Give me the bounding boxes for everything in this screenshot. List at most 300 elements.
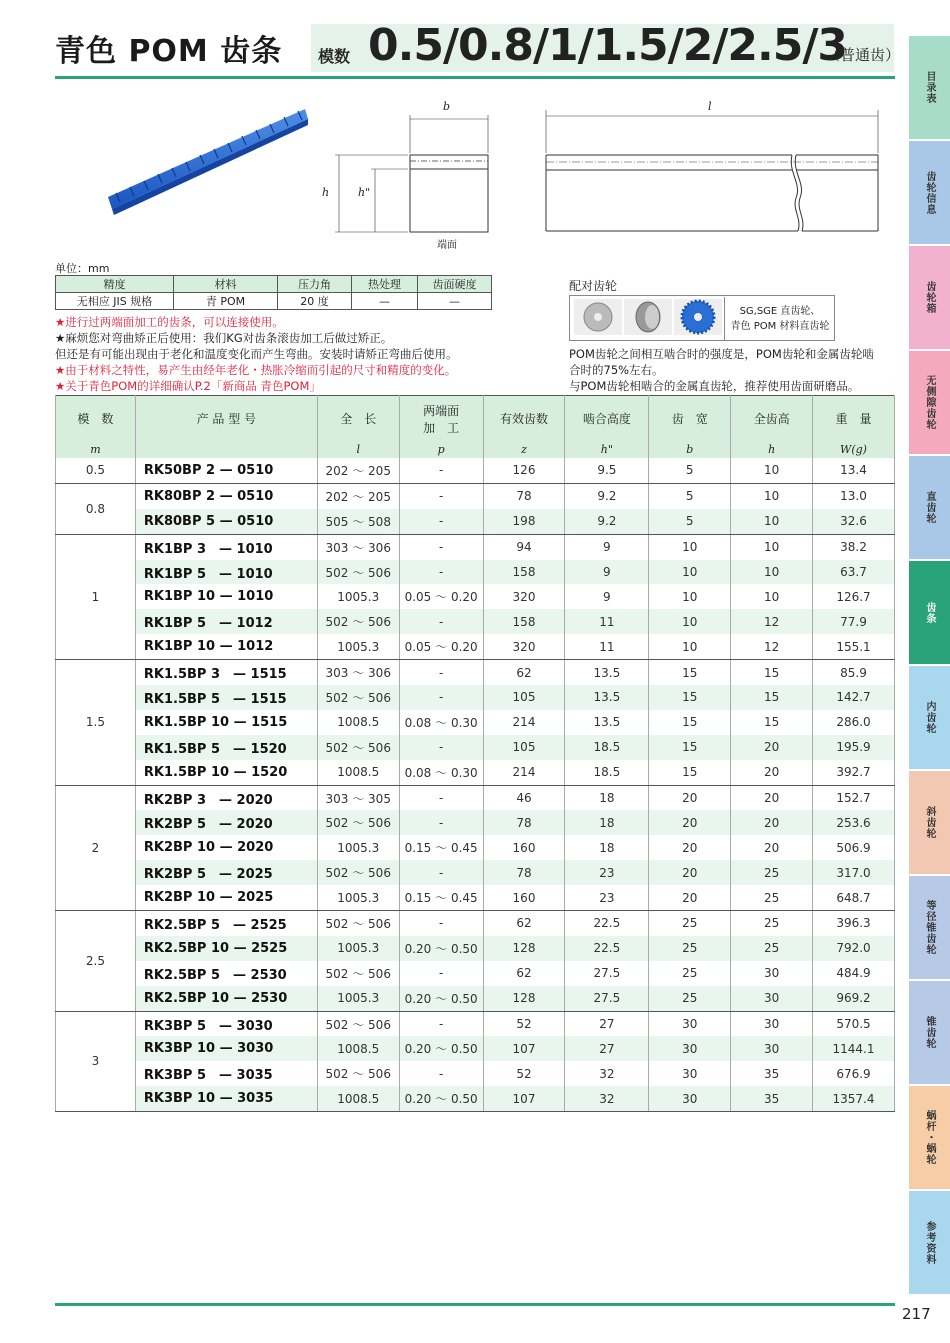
table-cell: 502 ～ 506 (317, 810, 399, 835)
table-row (56, 1011, 895, 1036)
table-cell: 5 (649, 509, 731, 534)
table-cell: 35 (731, 1061, 813, 1086)
part-number: RK1.5BP 3 — 1515 (135, 660, 317, 685)
table-cell: 62 (483, 660, 565, 685)
table-cell: 5 (649, 458, 731, 483)
table-cell: 128 (483, 986, 565, 1011)
table-cell: 10 (731, 458, 813, 483)
column-header (56, 396, 136, 442)
table-row (56, 986, 895, 1011)
table-cell: 0.15 ～ 0.45 (399, 885, 483, 910)
table-cell: 12 (731, 609, 813, 634)
table-cell: 77.9 (813, 609, 895, 634)
table-cell: 13.5 (565, 660, 649, 685)
module-cell: 2.5 (56, 911, 136, 1012)
side-tab[interactable]: 无侧隙齿轮 (909, 351, 950, 454)
table-row (56, 509, 895, 534)
side-tab[interactable]: 等径锥齿轮 (909, 876, 950, 979)
part-number: RK2BP 5 — 2020 (135, 810, 317, 835)
pairing-title: 配对齿轮 (569, 279, 618, 293)
table-cell: 13.5 (565, 685, 649, 710)
table-cell: 25 (649, 986, 731, 1011)
part-number: RK1.5BP 5 — 1515 (135, 685, 317, 710)
table-cell: 969.2 (813, 986, 895, 1011)
table-cell: 105 (483, 685, 565, 710)
table-cell: 10 (731, 534, 813, 559)
part-number: RK1.5BP 5 — 1520 (135, 735, 317, 760)
side-tab[interactable]: 目录表 (909, 36, 950, 139)
table-cell: 286.0 (813, 710, 895, 735)
note-2: ★麻烦您对弯曲矫正后使用：我们KG对齿条滚齿加工后做过矫正。 (55, 331, 393, 345)
table-row (56, 534, 895, 559)
table-cell: 9 (565, 584, 649, 609)
table-cell: 392.7 (813, 760, 895, 785)
part-number: RK2BP 3 — 2020 (135, 785, 317, 810)
table-cell: 502 ～ 506 (317, 609, 399, 634)
table-cell: 62 (483, 961, 565, 986)
table-cell: 502 ～ 506 (317, 1011, 399, 1036)
note-5: ★关于青色POM的详细确认P.2「新商品 青色POM」 (55, 379, 321, 393)
table-row (56, 860, 895, 885)
table-cell: 5 (649, 483, 731, 508)
table-cell: 27 (565, 1011, 649, 1036)
table-cell: 25 (731, 936, 813, 961)
column-header-label: 全 长 (340, 412, 377, 426)
table-row (56, 1086, 895, 1111)
table-cell: 30 (649, 1036, 731, 1061)
column-symbol: z (483, 441, 565, 458)
table-cell: 27 (565, 1036, 649, 1061)
part-number: RK1.5BP 10 — 1515 (135, 710, 317, 735)
table-cell: 502 ～ 506 (317, 961, 399, 986)
table-cell: 25 (731, 860, 813, 885)
column-symbol (135, 441, 317, 458)
table-cell: 15 (649, 760, 731, 785)
table-cell: 52 (483, 1011, 565, 1036)
spec-header: 齿面硬度 (418, 276, 492, 293)
table-row (56, 810, 895, 835)
table-cell: 502 ～ 506 (317, 560, 399, 585)
part-number: RK3BP 5 — 3030 (135, 1011, 317, 1036)
table-cell: 18 (565, 785, 649, 810)
spec-value: — (352, 293, 418, 310)
part-number: RK2BP 10 — 2020 (135, 835, 317, 860)
table-row (56, 760, 895, 785)
table-cell: - (399, 810, 483, 835)
table-cell: 0.15 ～ 0.45 (399, 835, 483, 860)
module-cell: 1.5 (56, 660, 136, 785)
pairing-box-line-2: 青色 POM 材料直齿轮 (730, 321, 830, 332)
table-cell: 15 (649, 660, 731, 685)
table-cell: 1144.1 (813, 1036, 895, 1061)
part-number: RK3BP 5 — 3035 (135, 1061, 317, 1086)
table-cell: 46 (483, 785, 565, 810)
table-cell: 62 (483, 911, 565, 936)
table-cell: 1357.4 (813, 1086, 895, 1111)
spec-value: — (418, 293, 492, 310)
side-tab[interactable]: 内齿轮 (909, 666, 950, 769)
pairing-note-2: 合时的75%左右。 (569, 363, 664, 377)
table-row (56, 936, 895, 961)
table-cell: 303 ～ 306 (317, 534, 399, 559)
table-cell: 648.7 (813, 885, 895, 910)
table-row (56, 685, 895, 710)
table-cell: 52 (483, 1061, 565, 1086)
table-cell: 253.6 (813, 810, 895, 835)
table-cell: 0.20 ～ 0.50 (399, 936, 483, 961)
table-cell: 20 (649, 785, 731, 810)
table-cell: 20 (649, 860, 731, 885)
table-cell: 30 (731, 961, 813, 986)
table-cell: - (399, 660, 483, 685)
table-cell: 20 (731, 810, 813, 835)
module-cell: 0.5 (56, 458, 136, 483)
table-cell: 30 (649, 1061, 731, 1086)
table-cell: 32 (565, 1086, 649, 1111)
table-cell: 0.20 ～ 0.50 (399, 1036, 483, 1061)
table-cell: 10 (731, 584, 813, 609)
column-header (317, 396, 399, 442)
table-row (56, 609, 895, 634)
column-header-label: 全齿高 (753, 412, 790, 426)
table-cell: 25 (731, 911, 813, 936)
table-cell: 0.08 ～ 0.30 (399, 760, 483, 785)
table-cell: 15 (731, 660, 813, 685)
pairing-note-3: 与POM齿轮相啮合的金属直齿轮，推荐使用齿面研磨品。 (569, 379, 860, 393)
side-tab[interactable]: 参考资料 (909, 1191, 950, 1294)
table-cell: 9 (565, 560, 649, 585)
table-cell: - (399, 1061, 483, 1086)
table-cell: 78 (483, 810, 565, 835)
note-1: ★进行过两端面加工的齿条，可以连接使用。 (55, 315, 284, 329)
table-cell: - (399, 534, 483, 559)
table-cell: 9.5 (565, 458, 649, 483)
table-cell: 23 (565, 885, 649, 910)
column-symbol: m (56, 441, 136, 458)
part-number: RK2BP 5 — 2025 (135, 860, 317, 885)
table-cell: 20 (731, 735, 813, 760)
table-row (56, 785, 895, 810)
table-cell: 13.4 (813, 458, 895, 483)
table-cell: 32 (565, 1061, 649, 1086)
table-row (56, 961, 895, 986)
table-cell: 78 (483, 483, 565, 508)
table-row (56, 835, 895, 860)
table-cell: 214 (483, 710, 565, 735)
table-cell: 11 (565, 609, 649, 634)
side-tab[interactable]: 斜齿轮 (909, 771, 950, 874)
table-cell: 0.20 ～ 0.50 (399, 986, 483, 1011)
dim-b-label: b (443, 100, 451, 113)
note-3: 但还是有可能出现由于老化和温度变化而产生弯曲。安装时请矫正弯曲后使用。 (55, 347, 458, 361)
column-header-label: 有效齿数 (500, 412, 549, 426)
column-header (483, 396, 565, 442)
column-header-label: 重 量 (835, 412, 872, 426)
pairing-divider (724, 297, 725, 341)
table-cell: 12 (731, 634, 813, 659)
table-cell: 502 ～ 506 (317, 1061, 399, 1086)
table-cell: - (399, 961, 483, 986)
table-cell: 128 (483, 936, 565, 961)
side-tab[interactable]: 直齿轮 (909, 456, 950, 559)
table-cell: 63.7 (813, 560, 895, 585)
table-cell: 15 (731, 710, 813, 735)
footer-rule (55, 1303, 895, 1306)
part-number: RK1BP 5 — 1010 (135, 560, 317, 585)
table-cell: 78 (483, 860, 565, 885)
table-cell: 30 (649, 1086, 731, 1111)
pairing-box-line-1: SG,SGE 直齿轮、 (739, 306, 821, 317)
column-header-label: 两端面 (423, 403, 460, 418)
table-cell: 505 ～ 508 (317, 509, 399, 534)
table-cell: 38.2 (813, 534, 895, 559)
column-header-label: 产 品 型 号 (196, 412, 257, 426)
spec-header: 精度 (56, 276, 174, 293)
column-header (565, 396, 649, 442)
pairing-gears-image (572, 297, 724, 337)
column-symbol: l (317, 441, 399, 458)
column-header (813, 396, 895, 442)
table-cell: 142.7 (813, 685, 895, 710)
spec-value: 无相应 JIS 规格 (56, 293, 174, 310)
side-tab[interactable]: 齿轮箱 (909, 246, 950, 349)
table-cell: 11 (565, 634, 649, 659)
table-cell: 30 (649, 1011, 731, 1036)
column-header-label: 齿 宽 (671, 412, 708, 426)
side-tab[interactable]: 锥齿轮 (909, 981, 950, 1084)
table-row (56, 1036, 895, 1061)
column-symbol: p (399, 441, 483, 458)
table-cell: 160 (483, 885, 565, 910)
table-cell: 10 (731, 483, 813, 508)
table-cell: 484.9 (813, 961, 895, 986)
dim-l-label: l (708, 100, 712, 113)
table-cell: 107 (483, 1086, 565, 1111)
table-cell: 303 ～ 305 (317, 785, 399, 810)
table-cell: 30 (731, 1036, 813, 1061)
table-cell: 0.08 ～ 0.30 (399, 710, 483, 735)
table-cell: 1005.3 (317, 885, 399, 910)
part-number: RK1BP 3 — 1010 (135, 534, 317, 559)
table-cell: - (399, 509, 483, 534)
table-cell: 198 (483, 509, 565, 534)
table-cell: 506.9 (813, 835, 895, 860)
table-cell: 1008.5 (317, 710, 399, 735)
table-row (56, 660, 895, 685)
table-cell: 105 (483, 735, 565, 760)
table-cell: 502 ～ 506 (317, 911, 399, 936)
table-cell: 502 ～ 506 (317, 735, 399, 760)
product-table (55, 395, 895, 1112)
table-cell: 202 ～ 205 (317, 458, 399, 483)
column-header (649, 396, 731, 442)
table-cell: 320 (483, 584, 565, 609)
table-cell: 15 (649, 735, 731, 760)
table-cell: 15 (731, 685, 813, 710)
table-cell: 25 (649, 961, 731, 986)
part-number: RK2BP 10 — 2025 (135, 885, 317, 910)
page-title: 青色 POM 齿条 (55, 34, 283, 69)
table-cell: 13.5 (565, 710, 649, 735)
pairing-box-text (727, 304, 833, 334)
table-cell: - (399, 911, 483, 936)
column-symbol: b (649, 441, 731, 458)
table-cell: 10 (649, 584, 731, 609)
table-cell: 15 (649, 710, 731, 735)
table-cell: 30 (731, 1011, 813, 1036)
column-symbol: W(g) (813, 441, 895, 458)
table-cell: 10 (649, 609, 731, 634)
part-number: RK1BP 5 — 1012 (135, 609, 317, 634)
table-cell: 9.2 (565, 509, 649, 534)
table-cell: 85.9 (813, 660, 895, 685)
table-cell: 1005.3 (317, 986, 399, 1011)
end-face-drawing (315, 95, 500, 255)
table-row (56, 458, 895, 483)
side-tab[interactable]: 齿轮信息 (909, 141, 950, 244)
side-tabs (909, 36, 950, 1296)
part-number: RK2.5BP 5 — 2525 (135, 911, 317, 936)
table-cell: 20 (731, 760, 813, 785)
table-row (56, 634, 895, 659)
table-row (56, 1061, 895, 1086)
table-cell: 13.0 (813, 483, 895, 508)
table-cell: 35 (731, 1086, 813, 1111)
spec-header: 压力角 (278, 276, 352, 293)
part-number: RK1BP 10 — 1010 (135, 584, 317, 609)
column-header-label: 模 数 (77, 412, 114, 426)
spec-value: 青 POM (174, 293, 278, 310)
table-cell: 1005.3 (317, 634, 399, 659)
page-number: 217 (902, 1305, 931, 1323)
table-cell: 9 (565, 534, 649, 559)
part-number: RK80BP 2 — 0510 (135, 483, 317, 508)
table-cell: 18 (565, 835, 649, 860)
table-cell: 20 (649, 810, 731, 835)
table-cell: 502 ～ 506 (317, 685, 399, 710)
unit-label: 单位：mm (55, 262, 110, 275)
table-cell: 25 (649, 936, 731, 961)
column-header-label: 啮合高度 (582, 412, 631, 426)
part-number: RK2.5BP 10 — 2530 (135, 986, 317, 1011)
table-cell: 317.0 (813, 860, 895, 885)
part-number: RK2.5BP 10 — 2525 (135, 936, 317, 961)
table-cell: 0.05 ～ 0.20 (399, 584, 483, 609)
module-label: 模数 (318, 47, 351, 66)
part-number: RK50BP 2 — 0510 (135, 458, 317, 483)
part-number: RK1BP 10 — 1012 (135, 634, 317, 659)
module-cell: 3 (56, 1011, 136, 1112)
table-cell: 20 (649, 835, 731, 860)
table-cell: 155.1 (813, 634, 895, 659)
table-row (56, 911, 895, 936)
table-cell: 502 ～ 506 (317, 860, 399, 885)
table-cell: 320 (483, 634, 565, 659)
table-cell: 10 (649, 534, 731, 559)
part-number: RK3BP 10 — 3035 (135, 1086, 317, 1111)
spec-value: 20 度 (278, 293, 352, 310)
column-header (731, 396, 813, 442)
table-cell: 20 (649, 885, 731, 910)
side-tab[interactable]: 蜗杆・蜗轮 (909, 1086, 950, 1189)
table-cell: 126.7 (813, 584, 895, 609)
column-symbol: h" (565, 441, 649, 458)
module-cell: 1 (56, 534, 136, 659)
table-cell: - (399, 735, 483, 760)
table-cell: 10 (731, 560, 813, 585)
table-row (56, 584, 895, 609)
table-row (56, 560, 895, 585)
table-cell: - (399, 560, 483, 585)
table-cell: 570.5 (813, 1011, 895, 1036)
table-cell: 158 (483, 609, 565, 634)
table-cell: 10 (649, 560, 731, 585)
table-cell: - (399, 860, 483, 885)
table-cell: 18 (565, 810, 649, 835)
table-cell: 1005.3 (317, 584, 399, 609)
table-row (56, 885, 895, 910)
table-cell: 107 (483, 1036, 565, 1061)
table-cell: 18.5 (565, 735, 649, 760)
table-cell: - (399, 685, 483, 710)
table-cell: 202 ～ 205 (317, 483, 399, 508)
column-symbol: h (731, 441, 813, 458)
dim-h2-label: h" (358, 186, 371, 199)
table-cell: 22.5 (565, 911, 649, 936)
table-cell: 1005.3 (317, 835, 399, 860)
table-cell: 396.3 (813, 911, 895, 936)
table-cell: 214 (483, 760, 565, 785)
spec-header: 热处理 (352, 276, 418, 293)
table-cell: 1008.5 (317, 1036, 399, 1061)
pairing-note-1: POM齿轮之间相互啮合时的强度是，POM齿轮和金属齿轮啮 (569, 347, 874, 361)
table-row (56, 735, 895, 760)
table-cell: 1005.3 (317, 936, 399, 961)
table-cell: 0.20 ～ 0.50 (399, 1086, 483, 1111)
table-cell: 676.9 (813, 1061, 895, 1086)
module-values: 0.5/0.8/1/1.5/2/2.5/3 (368, 20, 848, 71)
table-cell: 1008.5 (317, 760, 399, 785)
table-cell: 94 (483, 534, 565, 559)
table-cell: - (399, 609, 483, 634)
length-drawing (540, 98, 885, 238)
table-cell: 27.5 (565, 986, 649, 1011)
table-cell: 1008.5 (317, 1086, 399, 1111)
table-cell: - (399, 1011, 483, 1036)
table-cell: - (399, 458, 483, 483)
part-number: RK80BP 5 — 0510 (135, 509, 317, 534)
table-cell: 792.0 (813, 936, 895, 961)
spec-header: 材料 (174, 276, 278, 293)
part-number: RK3BP 10 — 3030 (135, 1036, 317, 1061)
column-header-label-2: 加 工 (423, 420, 460, 435)
module-cell: 0.8 (56, 483, 136, 534)
module-note: （普通齿） (825, 46, 901, 64)
note-4: ★由于材料之特性，易产生由经年老化・热胀冷缩而引起的尺寸和精度的变化。 (55, 363, 457, 377)
title-rule (55, 76, 895, 79)
table-cell: 126 (483, 458, 565, 483)
table-cell: 15 (649, 685, 731, 710)
end-face-label: 端面 (437, 240, 457, 251)
table-cell: 18.5 (565, 760, 649, 785)
table-cell: 32.6 (813, 509, 895, 534)
part-number: RK1.5BP 10 — 1520 (135, 760, 317, 785)
table-cell: 10 (649, 634, 731, 659)
side-tab[interactable]: 齿条 (909, 561, 950, 664)
column-header (135, 396, 317, 442)
table-cell: - (399, 483, 483, 508)
table-row (56, 710, 895, 735)
